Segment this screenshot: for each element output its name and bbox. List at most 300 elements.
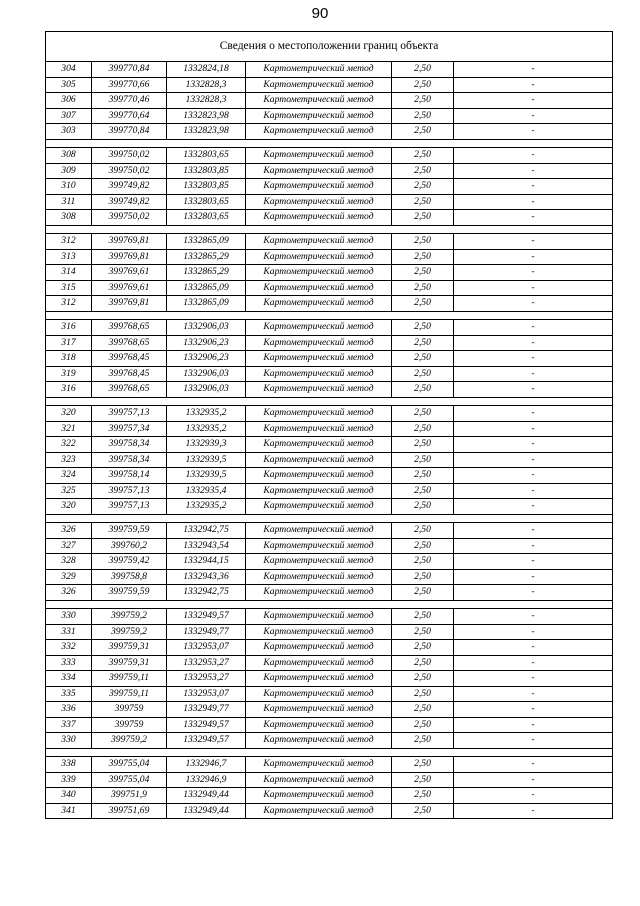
coord-y-cell: 1332803,65 [167, 194, 246, 210]
coord-y-cell: 1332935,2 [167, 421, 246, 437]
precision-cell: 2,50 [392, 382, 454, 398]
precision-cell: 2,50 [392, 437, 454, 453]
precision-cell: 2,50 [392, 803, 454, 819]
precision-cell: 2,50 [392, 163, 454, 179]
point-number-cell: 333 [46, 655, 92, 671]
method-cell: Картометрический метод [246, 382, 392, 398]
coord-x-cell: 399757,34 [92, 421, 167, 437]
group-separator [46, 397, 613, 406]
table-title-row [46, 32, 613, 62]
method-cell: Картометрический метод [246, 717, 392, 733]
table-row [46, 538, 613, 554]
coord-x-cell: 399750,02 [92, 163, 167, 179]
coord-y-cell: 1332803,65 [167, 148, 246, 164]
precision-cell: 2,50 [392, 179, 454, 195]
coord-y-cell: 1332949,77 [167, 702, 246, 718]
precision-cell: 2,50 [392, 62, 454, 78]
method-cell: Картометрический метод [246, 640, 392, 656]
description-cell: - [454, 671, 613, 687]
coord-x-cell: 399759,31 [92, 640, 167, 656]
table-row [46, 483, 613, 499]
coord-y-cell: 1332939,3 [167, 437, 246, 453]
table-row [46, 554, 613, 570]
point-number-cell: 316 [46, 320, 92, 336]
precision-cell: 2,50 [392, 671, 454, 687]
table-row [46, 421, 613, 437]
precision-cell: 2,50 [392, 93, 454, 109]
coord-y-cell: 1332935,4 [167, 483, 246, 499]
description-cell: - [454, 163, 613, 179]
precision-cell: 2,50 [392, 640, 454, 656]
coord-x-cell: 399760,2 [92, 538, 167, 554]
precision-cell: 2,50 [392, 194, 454, 210]
method-cell: Картометрический метод [246, 609, 392, 625]
method-cell: Картометрический метод [246, 585, 392, 601]
method-cell: Картометрический метод [246, 452, 392, 468]
description-cell: - [454, 483, 613, 499]
precision-cell: 2,50 [392, 788, 454, 804]
group-separator-row [46, 225, 613, 234]
precision-cell: 2,50 [392, 686, 454, 702]
precision-cell: 2,50 [392, 772, 454, 788]
coord-y-cell: 1332949,44 [167, 788, 246, 804]
description-cell: - [454, 406, 613, 422]
point-number-cell: 310 [46, 179, 92, 195]
precision-cell: 2,50 [392, 265, 454, 281]
precision-cell: 2,50 [392, 757, 454, 773]
method-cell: Картометрический метод [246, 655, 392, 671]
table-row [46, 640, 613, 656]
description-cell: - [454, 452, 613, 468]
coord-y-cell: 1332953,07 [167, 686, 246, 702]
boundary-table [45, 31, 613, 819]
precision-cell: 2,50 [392, 335, 454, 351]
method-cell: Картометрический метод [246, 733, 392, 749]
coord-x-cell: 399749,82 [92, 194, 167, 210]
coord-x-cell: 399769,81 [92, 249, 167, 265]
coord-x-cell: 399759 [92, 717, 167, 733]
description-cell: - [454, 62, 613, 78]
method-cell: Картометрический метод [246, 280, 392, 296]
coord-y-cell: 1332943,36 [167, 569, 246, 585]
method-cell: Картометрический метод [246, 538, 392, 554]
point-number-cell: 303 [46, 124, 92, 140]
description-cell: - [454, 194, 613, 210]
coord-y-cell: 1332949,77 [167, 624, 246, 640]
point-number-cell: 325 [46, 483, 92, 499]
group-separator-row [46, 397, 613, 406]
description-cell: - [454, 210, 613, 226]
description-cell: - [454, 803, 613, 819]
coord-y-cell: 1332953,07 [167, 640, 246, 656]
table-row [46, 671, 613, 687]
table-row [46, 437, 613, 453]
table-row [46, 163, 613, 179]
precision-cell: 2,50 [392, 210, 454, 226]
description-cell: - [454, 335, 613, 351]
description-cell: - [454, 108, 613, 124]
point-number-cell: 334 [46, 671, 92, 687]
method-cell: Картометрический метод [246, 406, 392, 422]
precision-cell: 2,50 [392, 406, 454, 422]
group-separator [46, 139, 613, 148]
description-cell: - [454, 702, 613, 718]
method-cell: Картометрический метод [246, 421, 392, 437]
point-number-cell: 316 [46, 382, 92, 398]
method-cell: Картометрический метод [246, 803, 392, 819]
description-cell: - [454, 234, 613, 250]
coord-x-cell: 399749,82 [92, 179, 167, 195]
method-cell: Картометрический метод [246, 554, 392, 570]
description-cell: - [454, 538, 613, 554]
coord-y-cell: 1332823,98 [167, 108, 246, 124]
table-row [46, 234, 613, 250]
coord-x-cell: 399757,13 [92, 483, 167, 499]
method-cell: Картометрический метод [246, 296, 392, 312]
method-cell: Картометрический метод [246, 757, 392, 773]
method-cell: Картометрический метод [246, 335, 392, 351]
table-row [46, 335, 613, 351]
table-row [46, 803, 613, 819]
method-cell: Картометрический метод [246, 468, 392, 484]
coord-y-cell: 1332865,09 [167, 296, 246, 312]
coord-x-cell: 399770,84 [92, 124, 167, 140]
description-cell: - [454, 717, 613, 733]
coord-y-cell: 1332935,2 [167, 499, 246, 515]
table-row [46, 609, 613, 625]
point-number-cell: 311 [46, 194, 92, 210]
description-cell: - [454, 124, 613, 140]
table-row [46, 585, 613, 601]
table-row [46, 569, 613, 585]
description-cell: - [454, 351, 613, 367]
precision-cell: 2,50 [392, 538, 454, 554]
precision-cell: 2,50 [392, 234, 454, 250]
precision-cell: 2,50 [392, 77, 454, 93]
description-cell: - [454, 624, 613, 640]
table-row [46, 772, 613, 788]
precision-cell: 2,50 [392, 320, 454, 336]
precision-cell: 2,50 [392, 483, 454, 499]
coord-x-cell: 399757,13 [92, 406, 167, 422]
coord-y-cell: 1332949,57 [167, 717, 246, 733]
coord-y-cell: 1332865,09 [167, 234, 246, 250]
coord-x-cell: 399770,84 [92, 62, 167, 78]
precision-cell: 2,50 [392, 655, 454, 671]
coord-y-cell: 1332944,15 [167, 554, 246, 570]
precision-cell: 2,50 [392, 717, 454, 733]
precision-cell: 2,50 [392, 280, 454, 296]
precision-cell: 2,50 [392, 249, 454, 265]
coord-y-cell: 1332949,57 [167, 733, 246, 749]
coord-x-cell: 399770,64 [92, 108, 167, 124]
group-separator-row [46, 139, 613, 148]
precision-cell: 2,50 [392, 366, 454, 382]
precision-cell: 2,50 [392, 468, 454, 484]
table-title: Сведения о местоположении границ объекта [46, 32, 613, 62]
method-cell: Картометрический метод [246, 523, 392, 539]
group-separator [46, 600, 613, 609]
method-cell: Картометрический метод [246, 437, 392, 453]
table-row [46, 523, 613, 539]
point-number-cell: 339 [46, 772, 92, 788]
table-row [46, 77, 613, 93]
description-cell: - [454, 772, 613, 788]
table-row [46, 382, 613, 398]
coord-y-cell: 1332942,75 [167, 523, 246, 539]
coord-x-cell: 399758,14 [92, 468, 167, 484]
coord-x-cell: 399769,81 [92, 296, 167, 312]
coord-x-cell: 399759,59 [92, 585, 167, 601]
coord-y-cell: 1332828,3 [167, 93, 246, 109]
coord-y-cell: 1332942,75 [167, 585, 246, 601]
coord-x-cell: 399759,2 [92, 624, 167, 640]
method-cell: Картометрический метод [246, 108, 392, 124]
table-row [46, 296, 613, 312]
precision-cell: 2,50 [392, 499, 454, 515]
description-cell: - [454, 77, 613, 93]
coord-y-cell: 1332824,18 [167, 62, 246, 78]
method-cell: Картометрический метод [246, 366, 392, 382]
point-number-cell: 320 [46, 406, 92, 422]
table-row [46, 280, 613, 296]
coord-y-cell: 1332939,5 [167, 468, 246, 484]
coord-y-cell: 1332906,23 [167, 335, 246, 351]
coord-x-cell: 399759,59 [92, 523, 167, 539]
group-separator-row [46, 748, 613, 757]
coord-x-cell: 399769,61 [92, 280, 167, 296]
method-cell: Картометрический метод [246, 93, 392, 109]
point-number-cell: 320 [46, 499, 92, 515]
table-row [46, 452, 613, 468]
coord-y-cell: 1332949,44 [167, 803, 246, 819]
point-number-cell: 329 [46, 569, 92, 585]
point-number-cell: 307 [46, 108, 92, 124]
description-cell: - [454, 640, 613, 656]
coord-y-cell: 1332906,03 [167, 366, 246, 382]
boundary-table-sheet [45, 31, 612, 819]
description-cell: - [454, 499, 613, 515]
table-row [46, 655, 613, 671]
table-row [46, 717, 613, 733]
table-row [46, 194, 613, 210]
point-number-cell: 330 [46, 609, 92, 625]
coord-x-cell: 399759,2 [92, 733, 167, 749]
precision-cell: 2,50 [392, 452, 454, 468]
description-cell: - [454, 179, 613, 195]
precision-cell: 2,50 [392, 296, 454, 312]
description-cell: - [454, 757, 613, 773]
method-cell: Картометрический метод [246, 351, 392, 367]
table-row [46, 210, 613, 226]
precision-cell: 2,50 [392, 148, 454, 164]
point-number-cell: 318 [46, 351, 92, 367]
coord-x-cell: 399770,46 [92, 93, 167, 109]
table-row [46, 366, 613, 382]
description-cell: - [454, 585, 613, 601]
group-separator [46, 748, 613, 757]
point-number-cell: 331 [46, 624, 92, 640]
coord-x-cell: 399759,2 [92, 609, 167, 625]
point-number-cell: 304 [46, 62, 92, 78]
coord-x-cell: 399750,02 [92, 210, 167, 226]
coord-x-cell: 399768,65 [92, 320, 167, 336]
coord-x-cell: 399759,11 [92, 686, 167, 702]
table-row [46, 702, 613, 718]
description-cell: - [454, 686, 613, 702]
description-cell: - [454, 733, 613, 749]
coord-x-cell: 399770,66 [92, 77, 167, 93]
method-cell: Картометрический метод [246, 320, 392, 336]
table-row [46, 351, 613, 367]
point-number-cell: 312 [46, 234, 92, 250]
method-cell: Картометрический метод [246, 686, 392, 702]
method-cell: Картометрический метод [246, 772, 392, 788]
coord-y-cell: 1332865,29 [167, 249, 246, 265]
coord-y-cell: 1332906,03 [167, 382, 246, 398]
point-number-cell: 326 [46, 523, 92, 539]
point-number-cell: 335 [46, 686, 92, 702]
table-row [46, 265, 613, 281]
description-cell: - [454, 148, 613, 164]
group-separator-row [46, 311, 613, 320]
coord-x-cell: 399768,45 [92, 351, 167, 367]
table-row [46, 686, 613, 702]
table-row [46, 499, 613, 515]
table-row [46, 320, 613, 336]
coord-x-cell: 399768,45 [92, 366, 167, 382]
description-cell: - [454, 320, 613, 336]
point-number-cell: 313 [46, 249, 92, 265]
point-number-cell: 327 [46, 538, 92, 554]
coord-x-cell: 399757,13 [92, 499, 167, 515]
point-number-cell: 306 [46, 93, 92, 109]
coord-x-cell: 399755,04 [92, 757, 167, 773]
coord-x-cell: 399759 [92, 702, 167, 718]
point-number-cell: 317 [46, 335, 92, 351]
group-separator [46, 311, 613, 320]
point-number-cell: 328 [46, 554, 92, 570]
coord-x-cell: 399751,69 [92, 803, 167, 819]
coord-x-cell: 399758,34 [92, 437, 167, 453]
method-cell: Картометрический метод [246, 124, 392, 140]
group-separator-row [46, 600, 613, 609]
method-cell: Картометрический метод [246, 62, 392, 78]
table-row [46, 249, 613, 265]
table-row [46, 62, 613, 78]
coord-y-cell: 1332865,09 [167, 280, 246, 296]
precision-cell: 2,50 [392, 523, 454, 539]
page-number: 90 [311, 5, 329, 22]
description-cell: - [454, 468, 613, 484]
point-number-cell: 332 [46, 640, 92, 656]
coord-y-cell: 1332906,03 [167, 320, 246, 336]
coord-y-cell: 1332946,7 [167, 757, 246, 773]
precision-cell: 2,50 [392, 569, 454, 585]
table-row [46, 148, 613, 164]
point-number-cell: 337 [46, 717, 92, 733]
description-cell: - [454, 421, 613, 437]
description-cell: - [454, 249, 613, 265]
description-cell: - [454, 382, 613, 398]
coord-y-cell: 1332828,3 [167, 77, 246, 93]
description-cell: - [454, 788, 613, 804]
coord-x-cell: 399751,9 [92, 788, 167, 804]
table-row [46, 406, 613, 422]
table-row [46, 788, 613, 804]
method-cell: Картометрический метод [246, 179, 392, 195]
coord-x-cell: 399768,65 [92, 335, 167, 351]
table-row [46, 179, 613, 195]
method-cell: Картометрический метод [246, 194, 392, 210]
precision-cell: 2,50 [392, 609, 454, 625]
coord-y-cell: 1332823,98 [167, 124, 246, 140]
point-number-cell: 322 [46, 437, 92, 453]
coord-y-cell: 1332953,27 [167, 655, 246, 671]
table-row [46, 757, 613, 773]
method-cell: Картометрический метод [246, 671, 392, 687]
method-cell: Картометрический метод [246, 234, 392, 250]
coord-y-cell: 1332946,9 [167, 772, 246, 788]
point-number-cell: 305 [46, 77, 92, 93]
description-cell: - [454, 609, 613, 625]
point-number-cell: 308 [46, 210, 92, 226]
point-number-cell: 340 [46, 788, 92, 804]
precision-cell: 2,50 [392, 124, 454, 140]
coord-x-cell: 399759,11 [92, 671, 167, 687]
description-cell: - [454, 554, 613, 570]
description-cell: - [454, 280, 613, 296]
description-cell: - [454, 569, 613, 585]
description-cell: - [454, 93, 613, 109]
coord-y-cell: 1332865,29 [167, 265, 246, 281]
method-cell: Картометрический метод [246, 499, 392, 515]
table-row [46, 733, 613, 749]
method-cell: Картометрический метод [246, 483, 392, 499]
coord-y-cell: 1332943,54 [167, 538, 246, 554]
method-cell: Картометрический метод [246, 569, 392, 585]
coord-y-cell: 1332953,27 [167, 671, 246, 687]
coord-x-cell: 399768,65 [92, 382, 167, 398]
point-number-cell: 326 [46, 585, 92, 601]
point-number-cell: 315 [46, 280, 92, 296]
point-number-cell: 323 [46, 452, 92, 468]
method-cell: Картометрический метод [246, 624, 392, 640]
point-number-cell: 319 [46, 366, 92, 382]
method-cell: Картометрический метод [246, 77, 392, 93]
coord-x-cell: 399758,34 [92, 452, 167, 468]
point-number-cell: 314 [46, 265, 92, 281]
precision-cell: 2,50 [392, 108, 454, 124]
point-number-cell: 308 [46, 148, 92, 164]
point-number-cell: 312 [46, 296, 92, 312]
precision-cell: 2,50 [392, 554, 454, 570]
coord-x-cell: 399750,02 [92, 148, 167, 164]
coord-x-cell: 399759,31 [92, 655, 167, 671]
method-cell: Картометрический метод [246, 702, 392, 718]
group-separator-row [46, 514, 613, 523]
point-number-cell: 341 [46, 803, 92, 819]
method-cell: Картометрический метод [246, 265, 392, 281]
method-cell: Картометрический метод [246, 210, 392, 226]
precision-cell: 2,50 [392, 585, 454, 601]
coord-y-cell: 1332803,85 [167, 179, 246, 195]
coord-x-cell: 399769,81 [92, 234, 167, 250]
precision-cell: 2,50 [392, 624, 454, 640]
table-row [46, 108, 613, 124]
coord-y-cell: 1332906,23 [167, 351, 246, 367]
point-number-cell: 338 [46, 757, 92, 773]
